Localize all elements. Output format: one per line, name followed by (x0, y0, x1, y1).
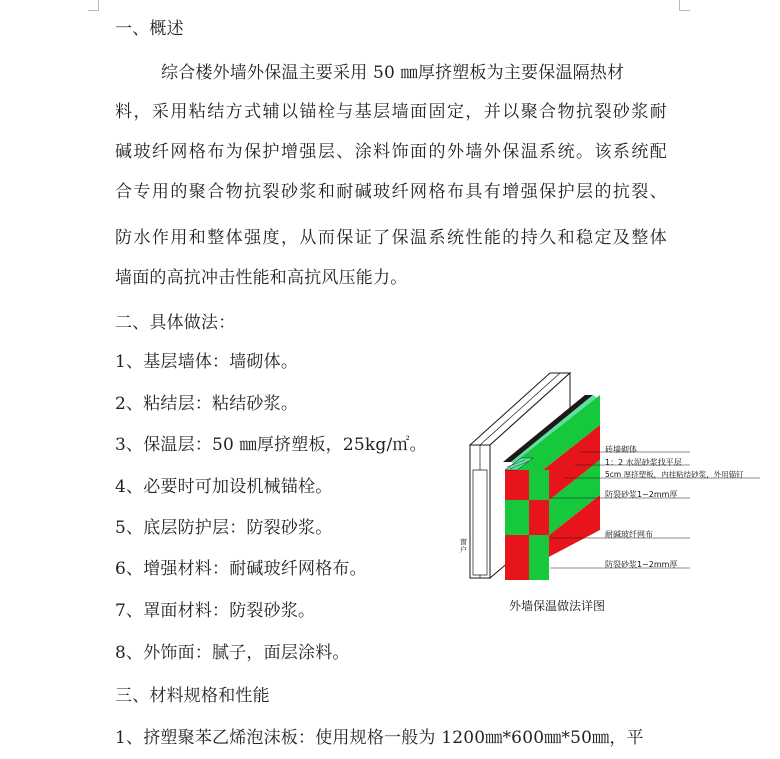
list-item-7: 7、罩面材料：防裂砂浆。 (115, 601, 316, 621)
front-block-5 (505, 535, 529, 580)
front-block-2 (529, 470, 549, 500)
list-item-4: 4、必要时可加设机械锚栓。 (115, 477, 333, 497)
front-block-1 (505, 470, 529, 500)
diagram-label-crack-mortar-1: 防裂砂浆1~2mm厚 (605, 490, 678, 499)
section-heading-materials: 三、材料规格和性能 (115, 686, 270, 706)
paragraph-line-1: 综合楼外墙外保温主要采用 50 ㎜厚挤塑板为主要保温隔热材 (161, 63, 625, 83)
section-heading-method: 二、具体做法： (115, 313, 236, 333)
diagram-label-leveling-layer: 1：2 水泥砂浆找平层 (605, 458, 682, 467)
diagram-label-crack-mortar-2: 防裂砂浆1~2mm厚 (605, 560, 678, 569)
list-item-3: 3、保温层：50 ㎜厚挤塑板，25kg/㎡。 (115, 435, 427, 455)
paragraph-line-3: 碱玻纤网格布为保护增强层、涂料饰面的外墙外保温系统。该系统配 (115, 142, 667, 162)
window-pane (473, 470, 487, 575)
front-block-6 (529, 535, 549, 580)
list-item-5: 5、底层防护层：防裂砂浆。 (115, 518, 333, 538)
diagram-label-xps-board: 5cm 厚挤塑板，内挂粘结砂浆，外用锚钉 (605, 470, 744, 479)
front-block-4 (529, 500, 549, 535)
diagram-label-window: 窗户 (460, 538, 467, 554)
front-block-3 (505, 500, 529, 535)
page-corner-mark-right (679, 0, 690, 11)
paragraph-line-6: 墙面的高抗冲击性能和高抗风压能力。 (115, 268, 408, 288)
list-item-1: 1、基层墙体：墙砌体。 (115, 352, 299, 372)
section-heading-overview: 一、概述 (115, 19, 184, 39)
page-corner-mark-left (88, 0, 99, 11)
materials-line-1: 1、挤塑聚苯乙烯泡沫板：使用规格一般为 1200㎜*600㎜*50㎜，平 (115, 728, 644, 748)
diagram-label-mesh: 耐碱玻纤网布 (605, 530, 653, 539)
paragraph-line-5: 防水作用和整体强度，从而保证了保温系统性能的持久和稳定及整体 (115, 228, 667, 248)
paragraph-line-2: 料，采用粘结方式辅以锚栓与基层墙面固定，并以聚合物抗裂砂浆耐 (115, 102, 667, 122)
list-item-6: 6、增强材料：耐碱玻纤网格布。 (115, 559, 367, 579)
paragraph-line-4: 合专用的聚合物抗裂砂浆和耐碱玻纤网格布具有增强保护层的抗裂、 (115, 182, 667, 202)
list-item-8: 8、外饰面：腻子，面层涂料。 (115, 643, 350, 663)
list-item-2: 2、粘结层：粘结砂浆。 (115, 394, 299, 414)
diagram-caption: 外墙保温做法详图 (509, 599, 606, 613)
diagram-label-brick-wall: 砖墙砌体 (605, 445, 637, 454)
wall-insulation-diagram (455, 370, 780, 620)
